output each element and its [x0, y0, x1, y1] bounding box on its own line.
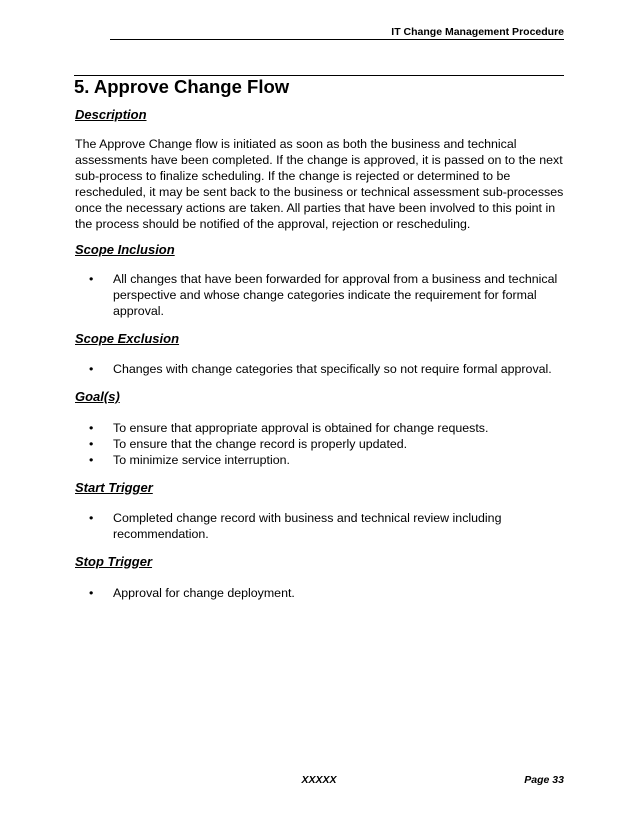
- list-item: [75, 420, 565, 436]
- bullet-icon: •: [89, 437, 94, 451]
- list-item: [75, 510, 565, 542]
- bullet-icon: •: [89, 362, 94, 376]
- start-trigger-heading: Start Trigger: [75, 480, 153, 495]
- bullet-icon: •: [89, 586, 94, 600]
- list-item-text: Changes with change categories that specifically so not require formal approval.: [113, 362, 552, 376]
- list-item-text: Completed change record with business and technical review including recommendation.: [113, 511, 502, 541]
- list-item-text: To ensure that appropriate approval is obtained for change requests.: [113, 421, 489, 435]
- bullet-icon: •: [89, 272, 94, 286]
- start-trigger-list: [75, 510, 565, 542]
- page-number: Page 33: [524, 774, 564, 786]
- description-text: The Approve Change flow is initiated as soon as both the business and technical assessments have been completed. If the change is approved, it is passed on to the next sub-process to finalize scheduling. If the change is rejected or determined to be rescheduled, it may be sent back to the business or technical assessment sub-processes once the necessary actions are taken. All parties that have been involved to this point in the process should be notified of the approval, rejection or rescheduling.: [75, 137, 564, 231]
- list-item: [75, 585, 565, 601]
- goals-list: [75, 420, 565, 468]
- stop-trigger-list: [75, 585, 565, 601]
- goals-heading: Goal(s): [75, 389, 120, 404]
- bullet-icon: •: [89, 453, 94, 467]
- footer-center-text: XXXXX: [301, 774, 337, 786]
- stop-trigger-heading: Stop Trigger: [75, 554, 153, 569]
- list-item-text: To ensure that the change record is properly updated.: [113, 437, 408, 451]
- list-item-text: To minimize service interruption.: [113, 453, 290, 467]
- page-header-title: IT Change Management Procedure: [391, 26, 564, 38]
- scope-exclusion-heading: Scope Exclusion: [75, 331, 180, 346]
- bullet-icon: •: [89, 511, 94, 525]
- list-item: [75, 361, 565, 377]
- scope-inclusion-heading: Scope Inclusion: [75, 242, 175, 257]
- section-title: 5. Approve Change Flow: [74, 76, 290, 97]
- scope-exclusion-list: [75, 361, 565, 377]
- scope-inclusion-list: [75, 271, 565, 319]
- bullet-icon: •: [89, 421, 94, 435]
- list-item: [75, 452, 565, 468]
- list-item: [75, 436, 565, 452]
- description-heading: Description: [75, 107, 147, 122]
- header-rule: [110, 39, 564, 40]
- list-item-text: All changes that have been forwarded for approval from a business and technical perspective and whose change categories indicate the requirement for formal approval.: [113, 272, 558, 318]
- list-item: [75, 271, 565, 319]
- list-item-text: Approval for change deployment.: [113, 586, 295, 600]
